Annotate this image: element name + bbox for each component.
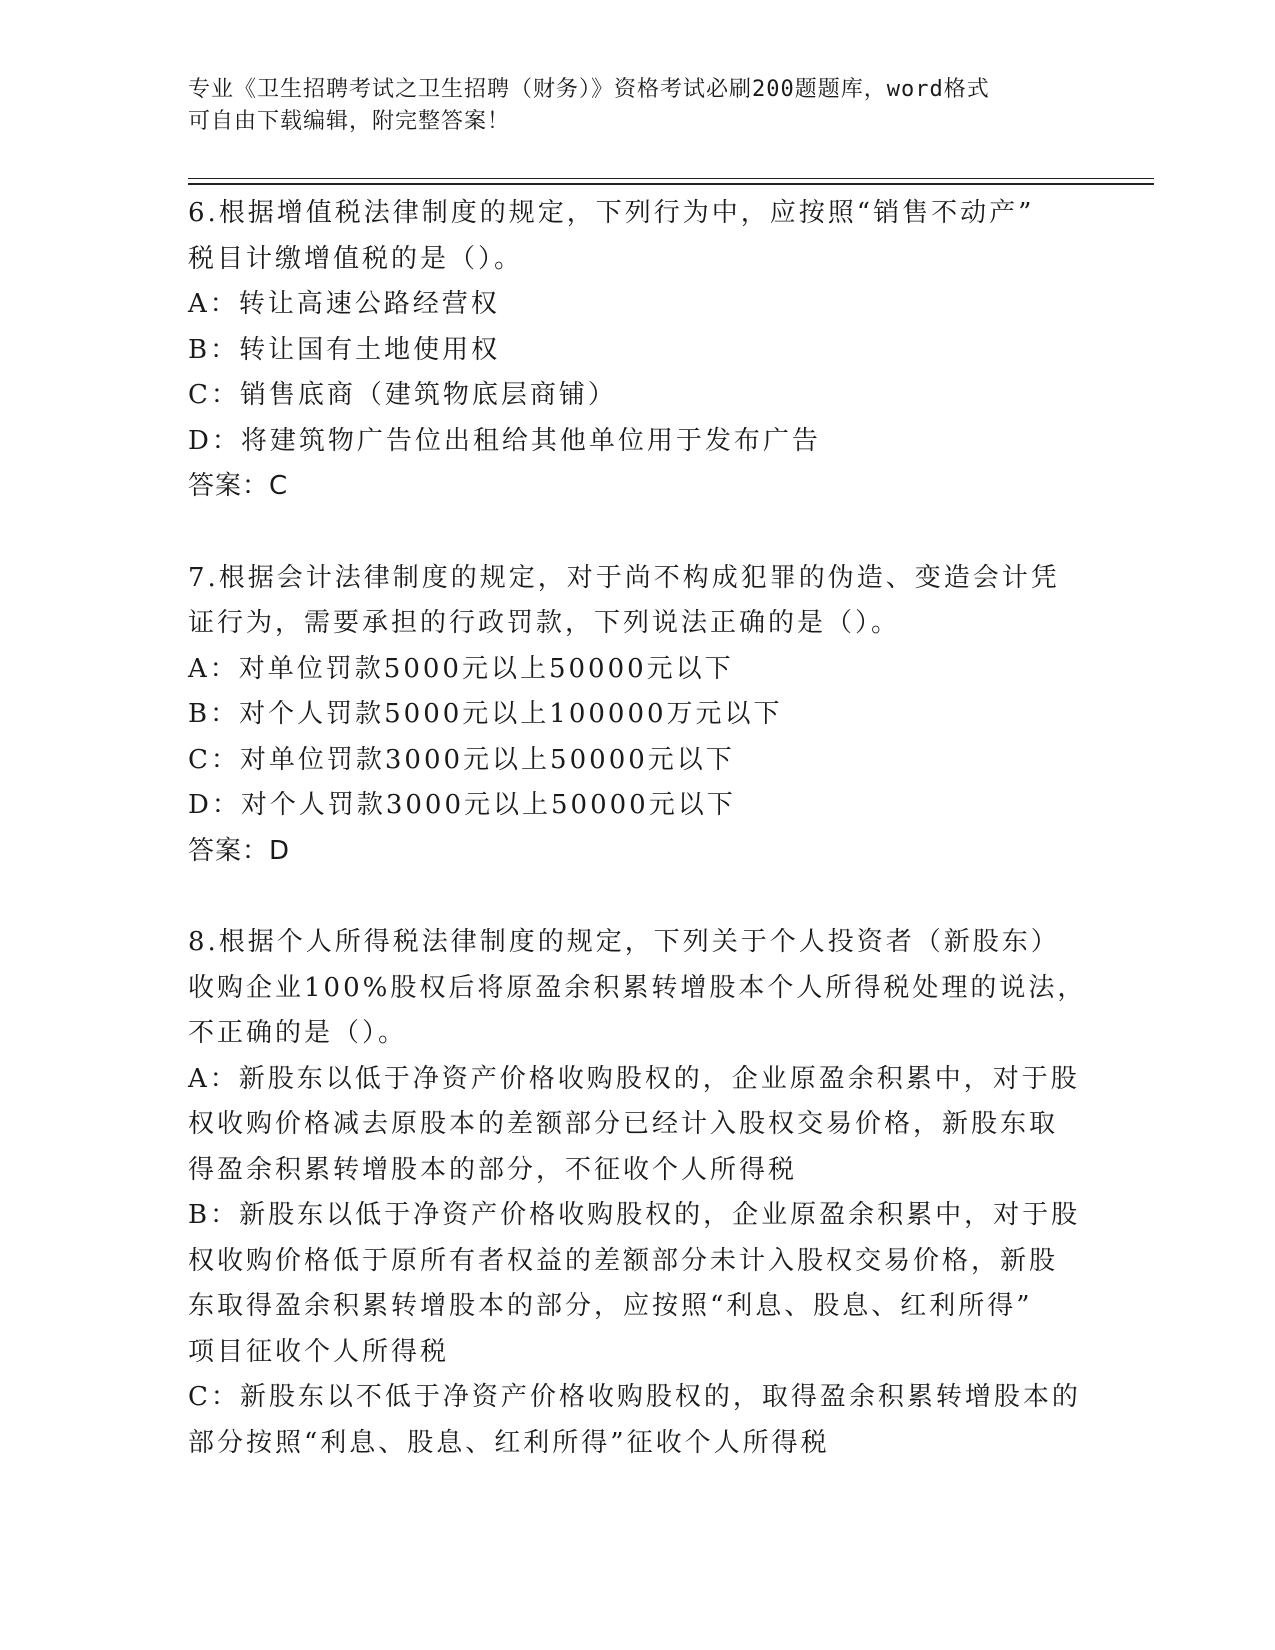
header-divider: [188, 178, 1154, 179]
question-8: [188, 920, 1088, 1466]
option-d: D：将建筑物广告位出租给其他单位用于发布广告: [188, 425, 821, 456]
question-list: [188, 191, 1088, 1466]
document-header: [188, 74, 1068, 138]
question-stem: 证行为，需要承担的行政罚款，下列说法正确的是（）。: [188, 608, 901, 638]
option-b: 东取得盈余积累转增股本的部分，应按照“利息、股息、红利所得”: [188, 1291, 1033, 1321]
header-line: 专业《卫生招聘考试之卫生招聘（财务）》资格考试必刷200题题库，word格式: [188, 77, 990, 102]
question-7: [188, 556, 1088, 875]
option-a: A：新股东以低于净资产价格收购股权的，企业原盈余积累中，对于股: [188, 1063, 1080, 1094]
option-c: 部分按照“利息、股息、红利所得”征收个人所得税: [188, 1427, 830, 1458]
option-c: C：新股东以不低于净资产价格收购股权的，取得盈余积累转增股本的: [188, 1382, 1081, 1412]
option-a: 权收购价格减去原股本的差额部分已经计入股权交易价格，新股东取: [188, 1109, 1059, 1139]
header-divider: [188, 183, 1154, 185]
header-line: 可自由下载编辑，附完整答案！: [188, 109, 511, 134]
question-stem: 不正确的是（）。: [188, 1018, 408, 1048]
option-c: C：销售底商（建筑物底层商铺）: [188, 380, 617, 410]
answer: 答案：D: [188, 835, 291, 866]
answer: 答案：C: [188, 471, 289, 501]
question-stem: 税目计缴增值税的是（）。: [188, 243, 524, 274]
option-b: B：转让国有土地使用权: [188, 334, 501, 365]
option-a: A：转让高速公路经营权: [188, 289, 500, 319]
option-b: 权收购价格低于原所有者权益的差额部分未计入股权交易价格，新股: [188, 1245, 1059, 1276]
option-a: A：对单位罚款5000元以上50000元以下: [188, 653, 734, 684]
question-stem: 8.根据个人所得税法律制度的规定，下列关于个人投资者（新股东）: [188, 927, 1060, 957]
option-d: D：对个人罚款3000元以上50000元以下: [188, 790, 736, 820]
question-6: [188, 191, 1088, 510]
option-b: B：对个人罚款5000元以上100000万元以下: [188, 699, 783, 729]
question-stem: 收购企业100%股权后将原盈余积累转增股本个人所得税处理的说法，: [188, 972, 1087, 1003]
option-b: 项目征收个人所得税: [188, 1336, 450, 1367]
question-stem: 6.根据增值税法律制度的规定，下列行为中，应按照“销售不动产”: [188, 198, 1035, 228]
question-stem: 7.根据会计法律制度的规定，对于尚不构成犯罪的伪造、变造会计凭: [188, 562, 1060, 593]
option-b: B：新股东以低于净资产价格收购股权的，企业原盈余积累中，对于股: [188, 1200, 1081, 1230]
option-a: 得盈余积累转增股本的部分，不征收个人所得税: [188, 1154, 798, 1185]
option-c: C：对单位罚款3000元以上50000元以下: [188, 744, 735, 775]
